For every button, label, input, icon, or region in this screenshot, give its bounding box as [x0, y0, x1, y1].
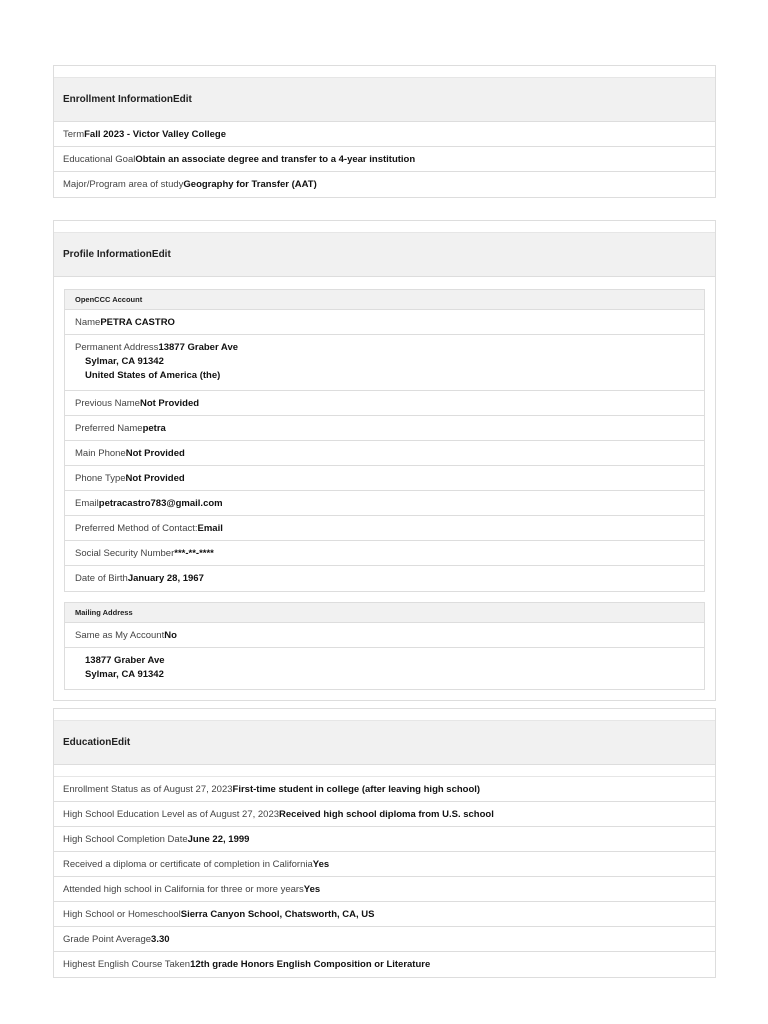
mailing-address-subpanel [64, 602, 705, 690]
main-phone-row [65, 441, 704, 466]
previous-name-row [65, 391, 704, 416]
enrollment-edit-link[interactable]: Edit [173, 94, 192, 105]
contact-method-value: Email [197, 522, 223, 534]
ca-diploma-label: Received a diploma or certificate of completion in California [63, 858, 313, 870]
same-as-account-label: Same as My Account [75, 629, 165, 641]
ssn-value: ***-**-**** [174, 547, 214, 559]
panel-gap [54, 765, 715, 777]
major-value: Geography for Transfer (AAT) [183, 179, 317, 190]
panel-gap [54, 277, 715, 289]
term-row [54, 122, 715, 147]
profile-title: Profile Information [63, 249, 152, 260]
gpa-label: Grade Point Average [63, 933, 152, 945]
permanent-address-row [65, 335, 704, 391]
permanent-address-line3: United States of America (the) [85, 370, 221, 381]
enrollment-title: Enrollment Information [63, 94, 173, 105]
educational-goal-label: Educational Goal [63, 153, 136, 165]
mailing-address-heading: Mailing Address [65, 603, 704, 623]
major-row [54, 172, 715, 197]
high-school-row [54, 902, 715, 927]
date-of-birth-row [65, 566, 704, 591]
term-label: Term [63, 128, 85, 140]
ca-three-years-label: Attended high school in California for three or more years [63, 883, 304, 895]
permanent-address-line2: Sylmar, CA 91342 [85, 356, 164, 367]
main-phone-value: Not Provided [125, 447, 185, 459]
phone-type-value: Not Provided [125, 472, 185, 484]
mailing-address-row [65, 648, 704, 689]
email-label: Email [75, 497, 99, 509]
english-course-value: 12th grade Honors English Composition or Literature [190, 959, 431, 970]
hs-completion-date-label: High School Completion Date [63, 833, 188, 845]
enrollment-status-label: Enrollment Status as of August 27, 2023 [63, 783, 233, 795]
term-value: Fall 2023 - Victor Valley College [84, 128, 226, 140]
mailing-address-line2: Sylmar, CA 91342 [85, 669, 164, 680]
panel-top-bar [54, 221, 715, 233]
date-of-birth-value: January 28, 1967 [127, 573, 204, 584]
ca-diploma-row [54, 852, 715, 877]
previous-name-value: Not Provided [139, 397, 200, 409]
education-heading [54, 721, 715, 765]
education-title: Education [63, 737, 112, 748]
preferred-name-label: Preferred Name [75, 422, 143, 434]
same-as-account-value: No [164, 629, 177, 641]
high-school-value: Sierra Canyon School, Chatsworth, CA, US [180, 908, 375, 920]
educational-goal-value: Obtain an associate degree and transfer to a 4-year institution [135, 153, 416, 165]
profile-heading [54, 233, 715, 277]
name-value: PETRA CASTRO [100, 316, 175, 328]
preferred-name-value: petra [142, 422, 166, 434]
ssn-row [65, 541, 704, 566]
date-of-birth-label: Date of Birth [75, 573, 128, 584]
high-school-label: High School or Homeschool [63, 908, 181, 920]
hs-completion-date-row [54, 827, 715, 852]
email-row [65, 491, 704, 516]
permanent-address-label: Permanent Address [75, 342, 159, 353]
panel-top-bar [54, 709, 715, 721]
contact-method-row [65, 516, 704, 541]
enrollment-panel [53, 65, 716, 198]
mailing-address-line1: 13877 Graber Ave [85, 655, 165, 666]
hs-education-level-row [54, 802, 715, 827]
contact-method-label: Preferred Method of Contact: [75, 522, 198, 534]
gpa-value: 3.30 [151, 933, 170, 945]
enrollment-heading [54, 78, 715, 122]
name-row [65, 310, 704, 335]
name-label: Name [75, 316, 101, 328]
enrollment-status-row [54, 777, 715, 802]
main-phone-label: Main Phone [75, 447, 126, 459]
profile-edit-link[interactable]: Edit [151, 249, 171, 260]
educational-goal-row [54, 147, 715, 172]
major-label: Major/Program area of study [63, 179, 184, 190]
email-value: petracastro783@gmail.com [98, 497, 223, 509]
phone-type-row [65, 466, 704, 491]
opencc-account-heading: OpenCCC Account [65, 290, 704, 310]
permanent-address-line1: 13877 Graber Ave [158, 342, 239, 353]
hs-completion-date-value: June 22, 1999 [187, 833, 250, 845]
opencc-account-subpanel [64, 289, 705, 592]
panel-bottom-gap [54, 690, 715, 700]
same-as-account-row [65, 623, 704, 648]
education-panel [53, 708, 716, 978]
ca-diploma-value: Yes [312, 858, 330, 870]
english-course-label: Highest English Course Taken [63, 959, 191, 970]
ca-three-years-value: Yes [303, 883, 321, 895]
phone-type-label: Phone Type [75, 472, 126, 484]
education-edit-link[interactable]: Edit [111, 737, 131, 748]
ssn-label: Social Security Number [75, 547, 175, 559]
panel-top-bar [54, 66, 715, 78]
previous-name-label: Previous Name [75, 397, 140, 409]
english-course-row [54, 952, 715, 977]
profile-panel [53, 220, 716, 701]
preferred-name-row [65, 416, 704, 441]
ca-three-years-row [54, 877, 715, 902]
enrollment-status-value: First-time student in college (after leaving high school) [232, 783, 481, 795]
subpanel-gap [54, 592, 715, 602]
hs-education-level-label: High School Education Level as of August 27, 2023 [63, 808, 280, 820]
hs-education-level-value: Received high school diploma from U.S. school [279, 808, 494, 820]
gpa-row [54, 927, 715, 952]
